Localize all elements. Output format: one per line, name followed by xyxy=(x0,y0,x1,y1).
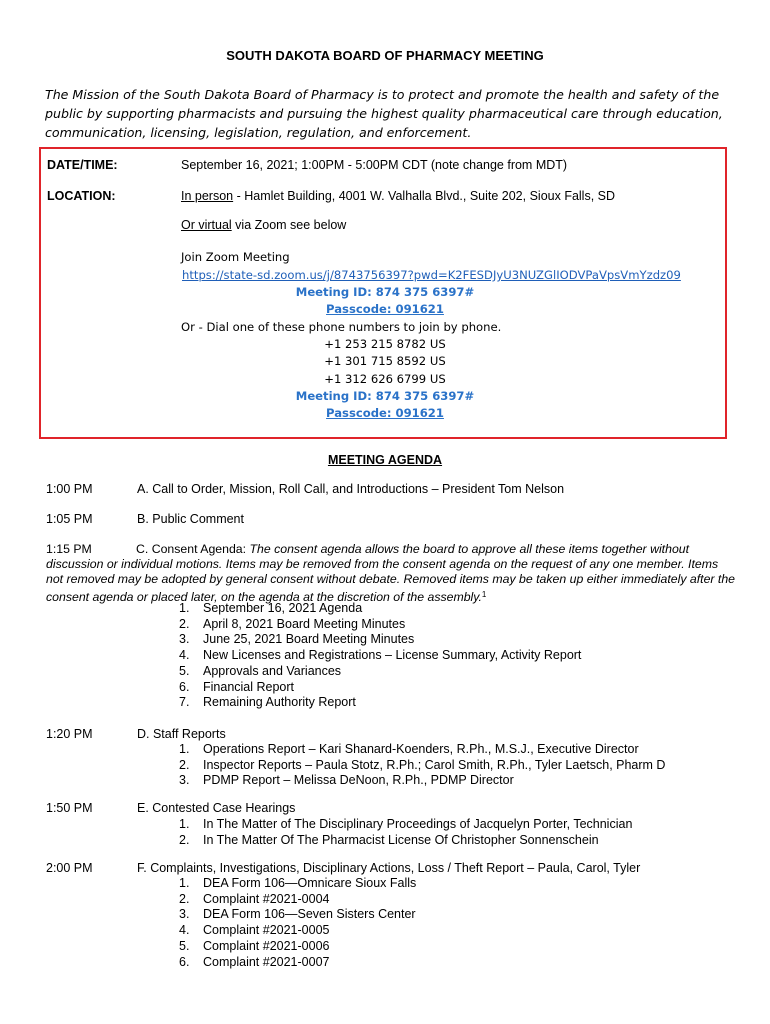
datetime-value: September 16, 2021; 1:00PM - 5:00PM CDT (note change from MDT) xyxy=(181,158,568,172)
list-item-text: In The Matter Of The Pharmacist License Of Christopher Sonnenschein xyxy=(203,832,599,847)
virtual-line xyxy=(181,218,346,232)
list-item xyxy=(179,833,632,849)
list-item-number: 1. xyxy=(179,601,190,615)
list-item xyxy=(179,876,416,892)
location-value xyxy=(181,189,615,203)
list-item-text: Complaint #2021-0004 xyxy=(203,891,330,906)
agenda-time-a: 1:00 PM xyxy=(46,482,93,496)
list-item-number: 5. xyxy=(179,938,190,953)
datetime-label: DATE/TIME: xyxy=(47,158,118,172)
staff-report-items xyxy=(179,742,665,789)
in-person-address: - Hamlet Building, 4001 W. Valhalla Blvd., Suite 202, Sioux Falls, SD xyxy=(233,189,616,203)
list-item-text: Complaint #2021-0006 xyxy=(203,938,330,953)
list-item xyxy=(179,773,665,789)
phone-number-1: +1 253 215 8782 US xyxy=(324,337,446,351)
phone-number-3: +1 312 626 6799 US xyxy=(324,372,446,386)
list-item-number: 4. xyxy=(179,648,190,663)
list-item xyxy=(179,758,665,774)
list-item-number: 3. xyxy=(179,773,190,788)
agenda-item-b: B. Public Comment xyxy=(137,512,244,526)
dial-text: Or - Dial one of these phone numbers to join by phone. xyxy=(181,320,502,334)
list-item-number: 2. xyxy=(179,757,190,772)
complaint-items xyxy=(179,876,416,970)
zoom-join-text: Join Zoom Meeting xyxy=(181,250,290,264)
agenda-time-c: 1:15 PM xyxy=(46,542,92,556)
list-item-number: 3. xyxy=(179,907,190,922)
list-item-number: 5. xyxy=(179,663,190,678)
list-item-text: September 16, 2021 Agenda xyxy=(203,601,363,615)
agenda-item-a: A. Call to Order, Mission, Roll Call, and Introductions – President Tom Nelson xyxy=(137,482,565,496)
consent-lead: C. Consent Agenda: xyxy=(136,542,250,556)
list-item-number: 6. xyxy=(179,954,190,969)
consent-agenda xyxy=(46,542,736,605)
agenda-time-b: 1:05 PM xyxy=(46,512,93,526)
list-item xyxy=(179,648,581,664)
list-item-text: Complaint #2021-0007 xyxy=(203,954,330,969)
list-item-text: New Licenses and Registrations – License Summary, Activity Report xyxy=(203,648,582,663)
list-item-text: Remaining Authority Report xyxy=(203,695,356,710)
list-item-text: Financial Report xyxy=(203,679,295,694)
list-item xyxy=(179,617,581,633)
agenda-heading: MEETING AGENDA xyxy=(327,453,443,467)
list-item-text: April 8, 2021 Board Meeting Minutes xyxy=(203,616,406,631)
meeting-id-2: Meeting ID: 874 375 6397# xyxy=(295,389,475,403)
list-item-text: In The Matter of The Disciplinary Proceedings of Jacquelyn Porter, Technician xyxy=(203,817,633,831)
footnote-marker: 1 xyxy=(481,590,487,599)
list-item-number: 3. xyxy=(179,632,190,647)
list-item-text: DEA Form 106—Seven Sisters Center xyxy=(203,907,416,922)
list-item-number: 7. xyxy=(179,695,190,710)
list-item-number: 2. xyxy=(179,832,190,847)
location-label: LOCATION: xyxy=(47,189,116,203)
list-item xyxy=(179,632,581,648)
agenda-time-e: 1:50 PM xyxy=(46,801,93,815)
agenda-item-f: F. Complaints, Investigations, Disciplinary Actions, Loss / Theft Report – Paula, Carol, Tyler xyxy=(137,861,641,875)
list-item xyxy=(179,601,581,617)
list-item xyxy=(179,939,416,955)
list-item-text: Operations Report – Kari Shanard-Koenders, R.Ph., M.S.J., Executive Director xyxy=(203,742,639,756)
list-item-number: 1. xyxy=(179,817,190,831)
consent-items xyxy=(179,601,581,711)
list-item xyxy=(179,923,416,939)
list-item xyxy=(179,695,581,711)
list-item-text: PDMP Report – Melissa DeNoon, R.Ph., PDMP Director xyxy=(203,773,514,788)
contested-case-items xyxy=(179,817,632,848)
virtual-text: via Zoom see below xyxy=(231,218,347,232)
list-item xyxy=(179,664,581,680)
meeting-id: Meeting ID: 874 375 6397# xyxy=(295,285,475,299)
passcode-link[interactable]: Passcode: 091621 xyxy=(326,302,444,316)
list-item-text: June 25, 2021 Board Meeting Minutes xyxy=(203,632,415,647)
passcode-link-2[interactable]: Passcode: 091621 xyxy=(326,406,444,420)
agenda-item-d: D. Staff Reports xyxy=(137,727,226,741)
agenda-time-f: 2:00 PM xyxy=(46,861,93,875)
list-item xyxy=(179,742,665,758)
mission-statement: The Mission of the South Dakota Board of Pharmacy is to protect and promote the health and safety of the public by supporting pharmacists and pursuing the highest quality pharmaceutical care through education, communication, licensing, legislation, regulation, and enforcement. xyxy=(45,87,723,140)
list-item-number: 1. xyxy=(179,876,190,890)
list-item-text: Complaint #2021-0005 xyxy=(203,923,330,938)
page-title: SOUTH DAKOTA BOARD OF PHARMACY MEETING xyxy=(226,48,544,63)
in-person-link[interactable]: In person xyxy=(181,189,234,203)
list-item xyxy=(179,817,632,833)
list-item xyxy=(179,955,416,971)
phone-number-2: +1 301 715 8592 US xyxy=(324,354,446,368)
list-item-number: 4. xyxy=(179,923,190,938)
list-item-number: 2. xyxy=(179,891,190,906)
agenda-time-d: 1:20 PM xyxy=(46,727,93,741)
list-item-text: Approvals and Variances xyxy=(203,663,342,678)
list-item-number: 6. xyxy=(179,679,190,694)
list-item xyxy=(179,680,581,696)
list-item-text: Inspector Reports – Paula Stotz, R.Ph.; Carol Smith, R.Ph., Tyler Laetsch, Pharm D xyxy=(203,757,666,772)
list-item-text: DEA Form 106—Omnicare Sioux Falls xyxy=(203,876,417,890)
virtual-link[interactable]: Or virtual xyxy=(181,218,232,232)
consent-description: The consent agenda allows the board to approve all these items together without discussion or individual motions. Items may be removed from the consent agenda on the request of any one member. Items not removed may be adopted by general consent without debate. Removed items may be taken up either immediately after the consent agenda or placed later, on the agenda at the discretion of the assembly. xyxy=(46,542,736,604)
list-item-number: 2. xyxy=(179,616,190,631)
list-item-number: 1. xyxy=(179,742,190,756)
zoom-url[interactable]: https://state-sd.zoom.us/j/8743756397?pwd=K2FESDJyU3NUZGlIODVPaVpsVmYzdz09 xyxy=(182,268,681,282)
agenda-item-e: E. Contested Case Hearings xyxy=(137,801,296,815)
list-item xyxy=(179,892,416,908)
list-item xyxy=(179,907,416,923)
